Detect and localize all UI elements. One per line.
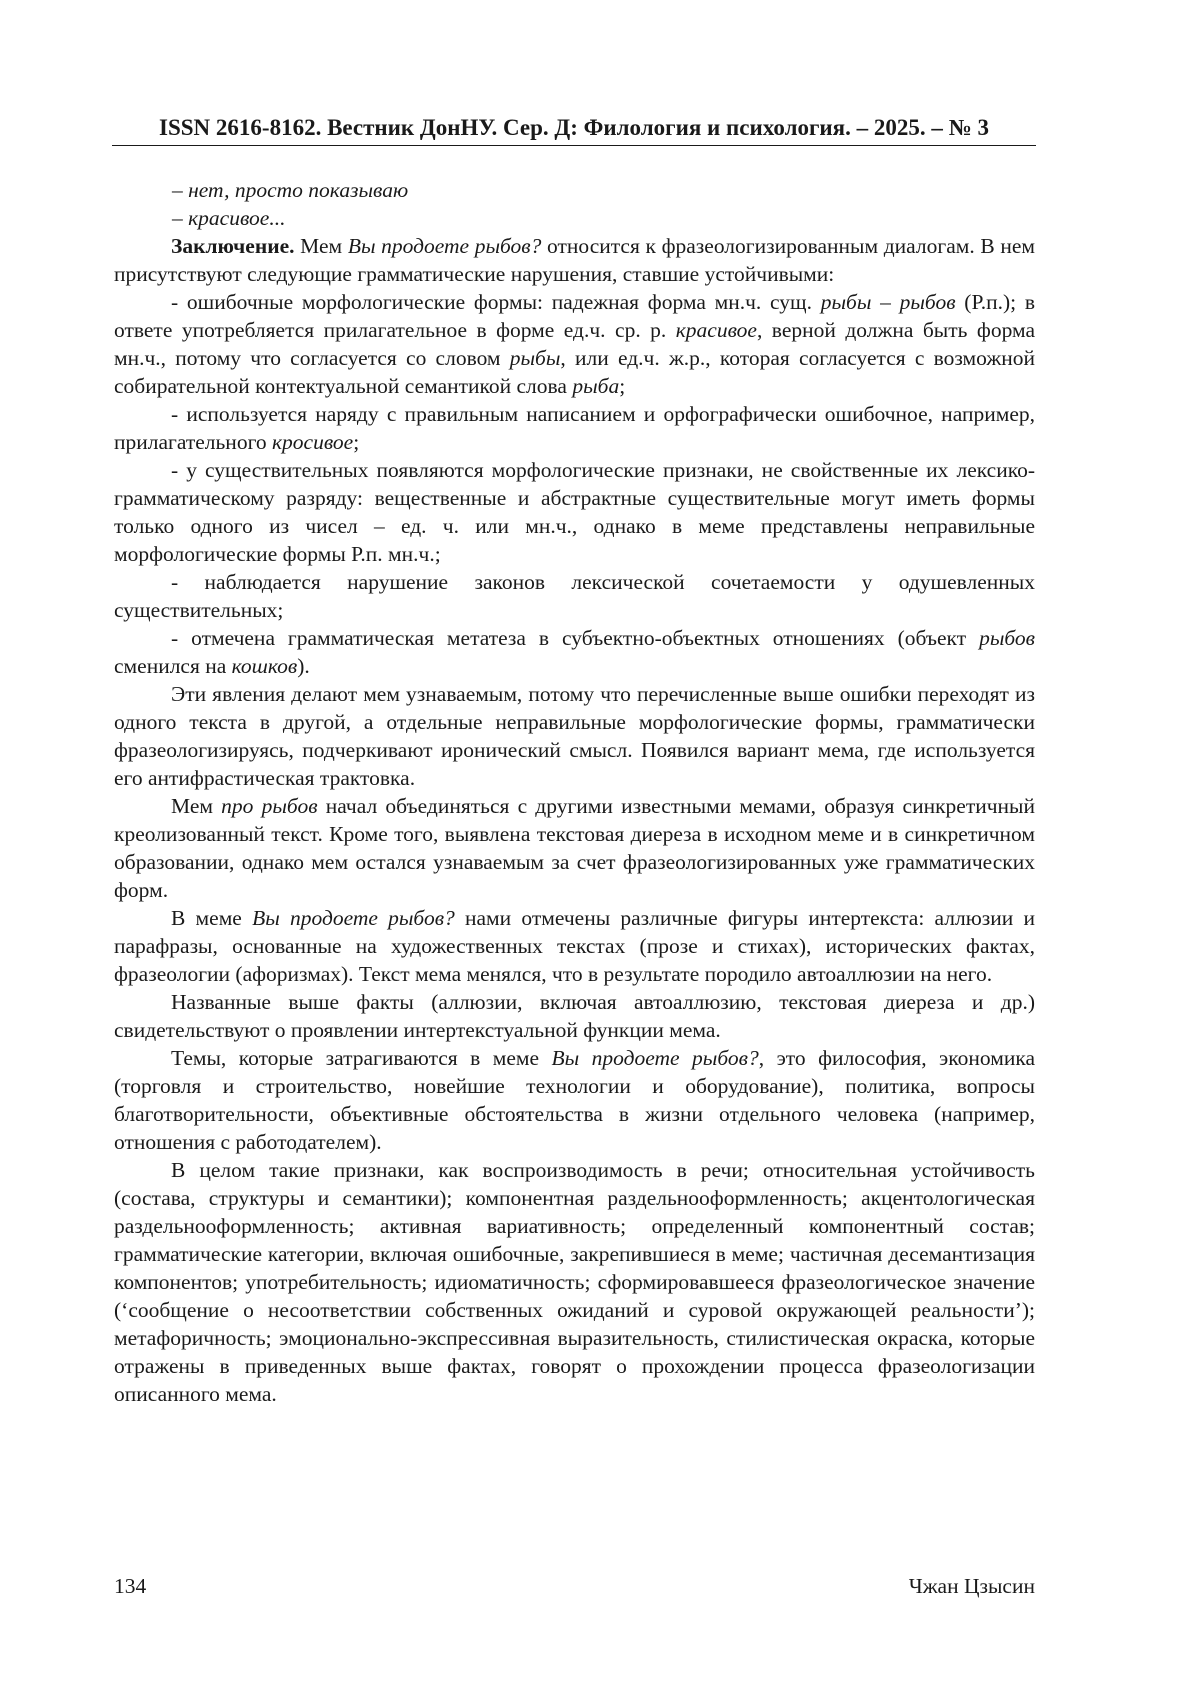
- list-item-collocation: - наблюдается нарушение законов лексической сочетаемости у одушевленных существительных;: [114, 570, 1035, 622]
- page-footer: [114, 1572, 1035, 1600]
- page-number: 134: [114, 1574, 147, 1598]
- list-item-spelling: - используется наряду с правильным написанием и орфографически ошибочное, например, прилагательного кросивое;: [114, 402, 1035, 454]
- list-item-metathesis: - отмечена грамматическая метатеза в субъектно-объектных отношениях (объект рыбов сменился на кошков).: [114, 626, 1035, 678]
- conclusion-paragraph: Заключение. Мем Вы продоете рыбов? относится к фразеологизированным диалогам. В нем присутствуют следующие грамматические нарушения, ставшие устойчивыми:: [114, 234, 1036, 286]
- meme-title: Вы продоете рыбов?: [347, 234, 542, 258]
- paragraph: Эти явления делают мем узнаваемым, потому что перечисленные выше ошибки переходят из одного текста в другой, а отдельные неправильные морфологические формы, грамматически фразеологизируясь, подчеркивают иронический смысл. Появился вариант мема, где используется его антифрастическая трактовка.: [114, 682, 1035, 790]
- paragraph: В целом такие признаки, как воспроизводимость в речи; относительная устойчивость (состава, структуры и семантики); компонентная раздельнооформленность; акцентологическая раздельнооформленность; активная вариативность; определенный компонентный состав; грамматические категории, включая ошибочные, закрепившиеся в меме; частичная десемантизация компонентов; употребительность; идиоматичность; сформировавшееся фразеологическое значение (‘сообщение о несоответствии собственных ожиданий и суровой окружающей реальности’); метафоричность; эмоционально-экспрессивная выразительность, стилистическая окраска, которые отражены в приведенных выше фактах, говорят о прохождении процесса фразеологизации описанного мема.: [114, 1158, 1035, 1406]
- list-item-morphology: - ошибочные морфологические формы: падежная форма мн.ч. сущ. рыбы – рыбов (Р.п.); в ответе употребляется прилагательное в форме ед.ч. ср. р. красивое, верной должна быть форма мн.ч., потому что согласуется со словом рыбы, или ед.ч. ж.р., которая согласуется с возможной собирательной контектуальной семантикой слова рыба;: [114, 290, 1035, 398]
- list-item-nouns: - у существительных появляются морфологические признаки, не свойственные их лексико-грамматическому разряду: вещественные и абстрактные существительные могут иметь формы только одного из чисел – ед. ч. или мн.ч., однако в меме представлены неправильные морфологические формы Р.п. мн.ч.;: [114, 458, 1035, 566]
- dialogue-line: – красивое...: [172, 206, 286, 230]
- paragraph: Мем про рыбов начал объединяться с другими известными мемами, образуя синкретичный креолизованный текст. Кроме того, выявлена текстовая диереза в исходном меме и в синкретичном образовании, однако мем остался узнаваемым за счет фразеологизированных уже грамматических форм.: [114, 794, 1035, 902]
- paragraph: Названные выше факты (аллюзии, включая автоаллюзию, текстовая диереза и др.) свидетельствуют о проявлении интертекстуальной функции мема.: [114, 990, 1035, 1042]
- paragraph: Темы, которые затрагиваются в меме Вы продоете рыбов?, это философия, экономика (торговля и строительство, новейшие технологии и оборудование), политика, вопросы благотворительности, объективные обстоятельства в жизни отдельного человека (например, отношения с работодателем).: [114, 1046, 1035, 1154]
- author-name: Чжан Цзысин: [908, 1574, 1035, 1598]
- dialogue-line: – нет, просто показываю: [172, 178, 409, 202]
- article-body: [114, 176, 1035, 1408]
- conclusion-heading: Заключение.: [171, 234, 295, 258]
- paragraph: В меме Вы продоете рыбов? нами отмечены различные фигуры интертекста: аллюзии и парафразы, основанные на художественных текстах (прозе и стихах), исторических фактах, фразеологии (афоризмах). Текст мема менялся, что в результате породило автоаллюзии на него.: [114, 906, 1036, 986]
- running-header: ISSN 2616-8162. Вестник ДонНУ. Сер. Д: Филология и психология. – 2025. – № 3: [112, 114, 1036, 146]
